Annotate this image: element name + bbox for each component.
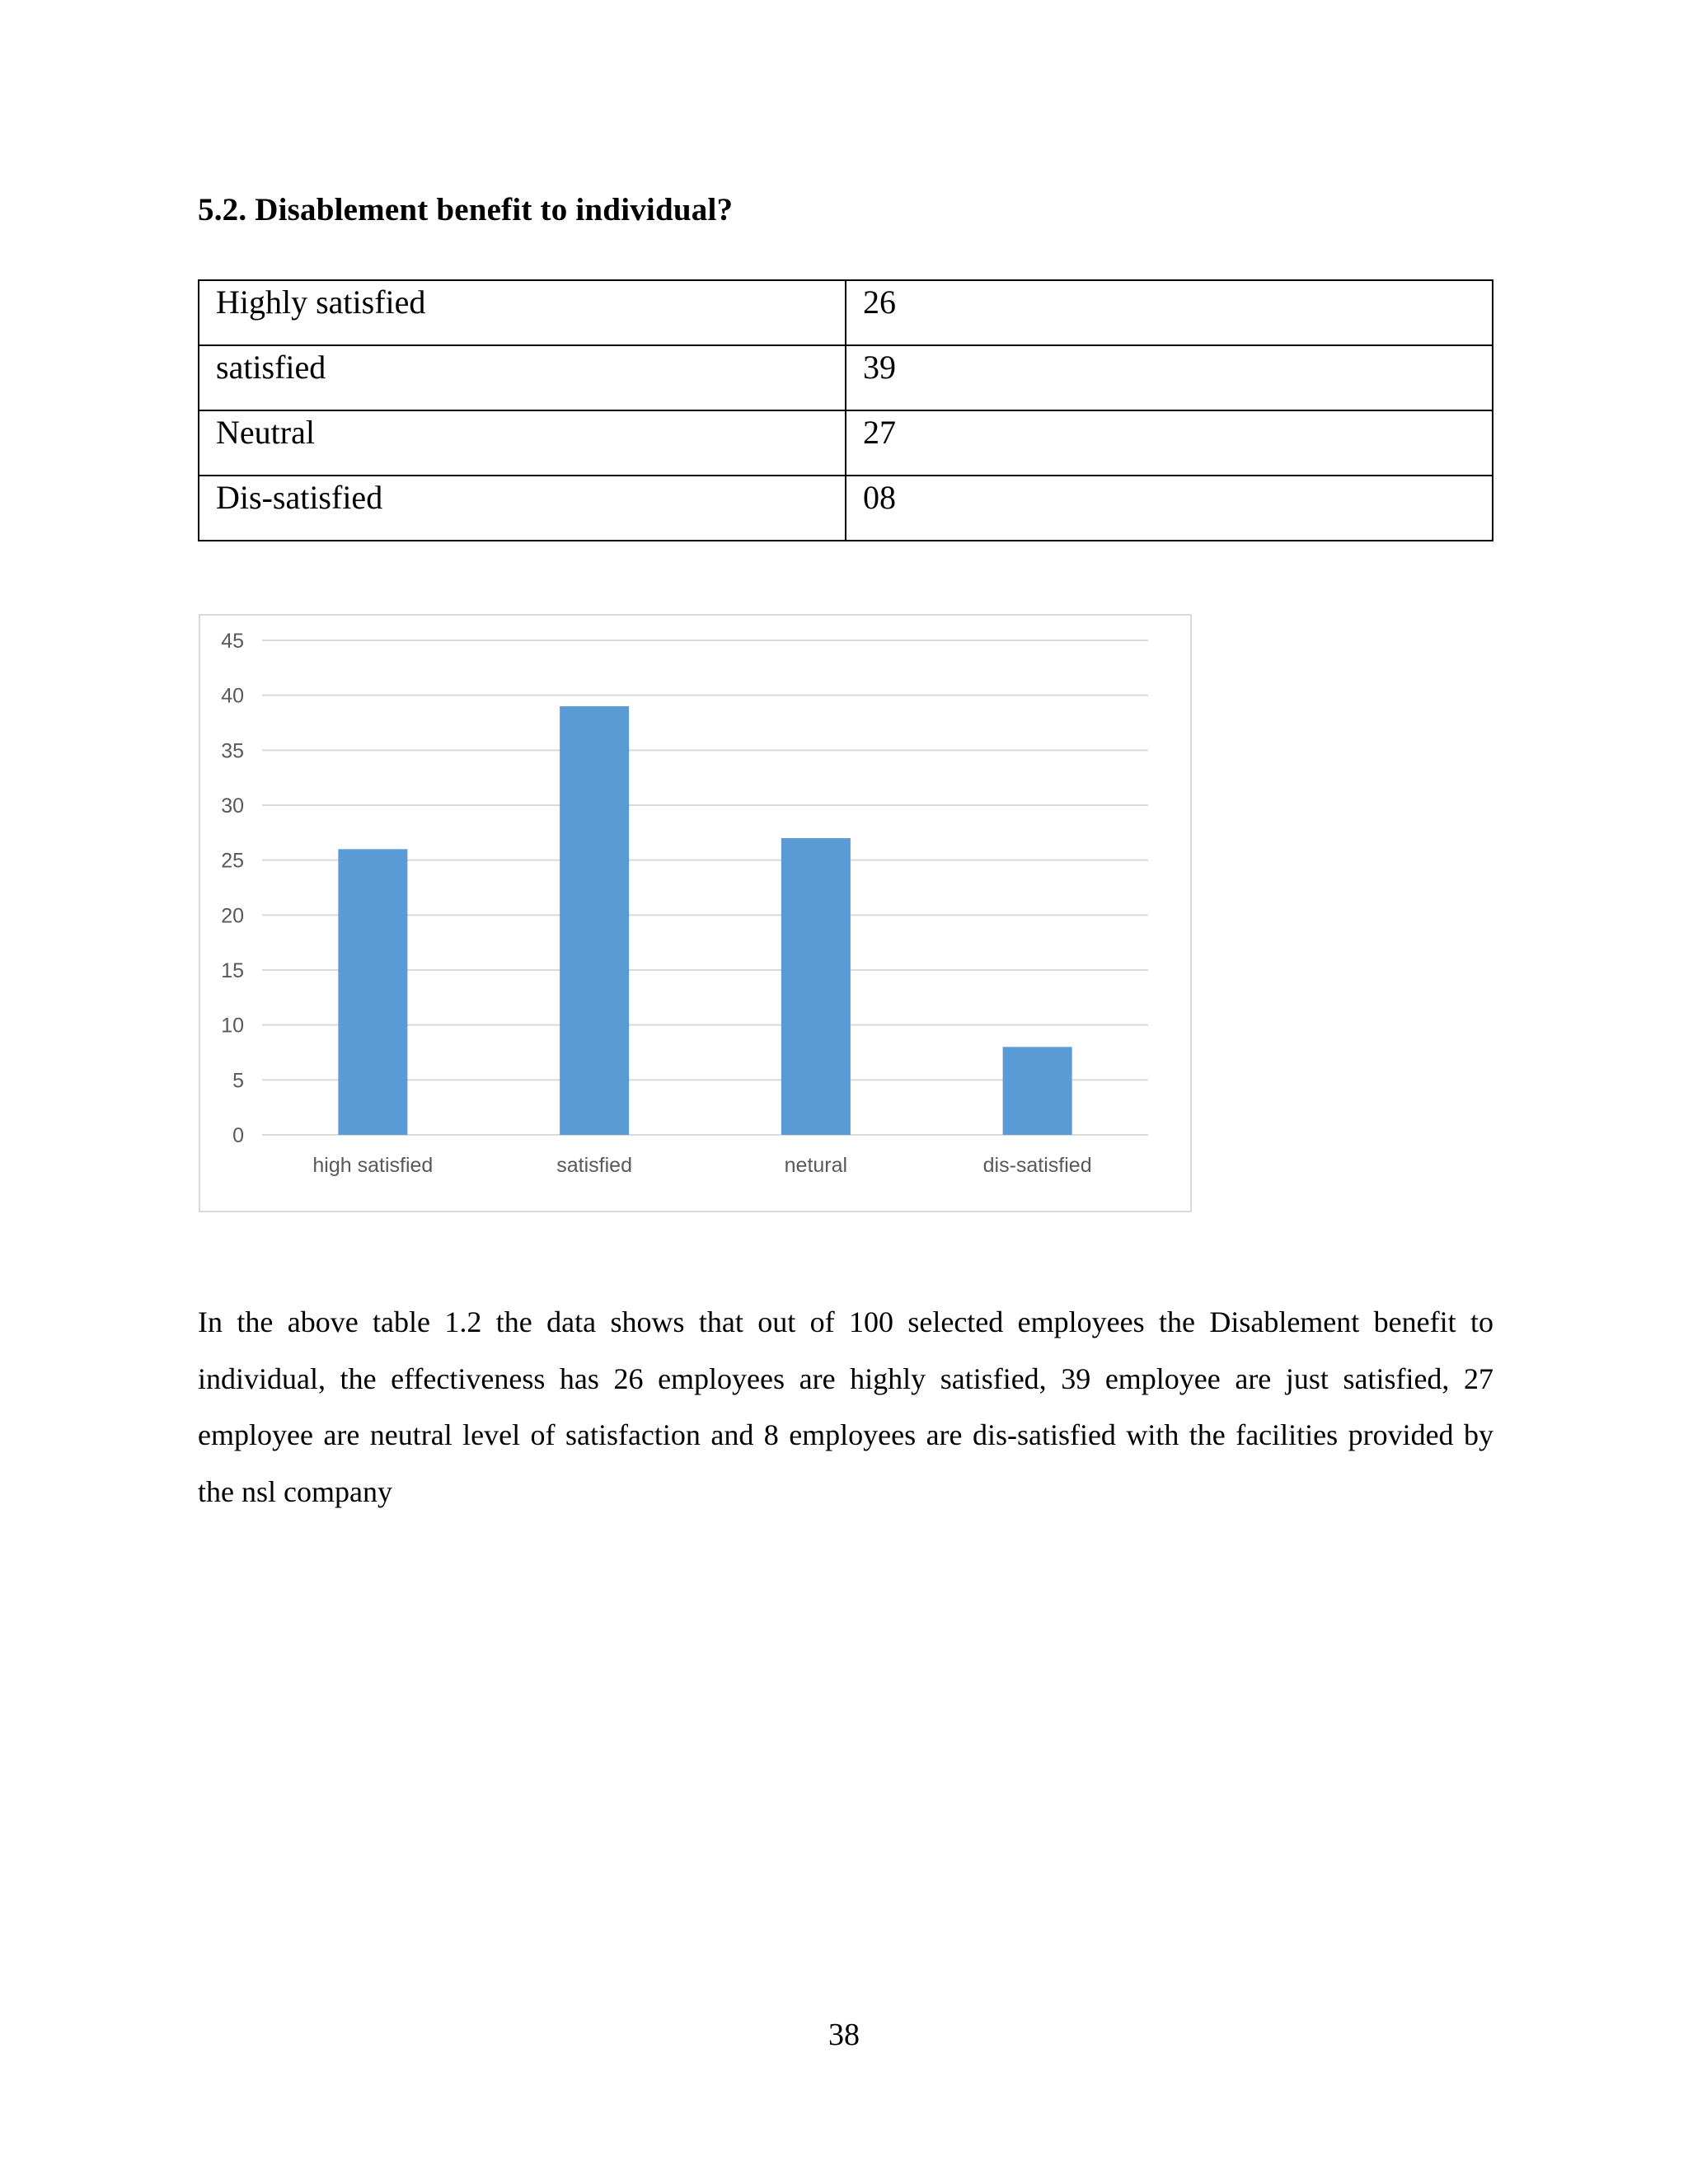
table-cell-label: Dis-satisfied (199, 476, 846, 541)
table-row (199, 280, 1493, 345)
y-tick-label: 20 (221, 904, 244, 928)
section-heading: 5.2. Disablement benefit to individual? (198, 192, 734, 227)
x-category-label: satisfied (556, 1154, 632, 1177)
bar (781, 838, 851, 1135)
table-row (199, 476, 1493, 541)
table-cell-value: 08 (846, 476, 1493, 541)
y-tick-label: 35 (221, 739, 244, 763)
bar (338, 849, 407, 1135)
satisfaction-table (198, 279, 1493, 541)
y-tick-label: 15 (221, 959, 244, 982)
y-tick-label: 10 (221, 1014, 244, 1038)
x-category-label: high satisfied (312, 1154, 434, 1177)
body-paragraph: In the above table 1.2 the data shows that out of 100 selected employees the Disablement benefit to individual, the effectiveness has 26 employees are highly satisfied, 39 employee are just satisfied, 27 employee are neutral level of satisfaction and 8 employees are dis-satisfied with the facilities provided by the nsl company (198, 1305, 1493, 1508)
table-cell-value: 27 (846, 410, 1493, 476)
x-category-label: dis-satisfied (982, 1154, 1092, 1177)
table-cell-value: 39 (846, 345, 1493, 410)
table-cell-label: satisfied (199, 345, 846, 410)
y-tick-label: 5 (232, 1069, 244, 1093)
page-number: 38 (828, 2018, 860, 2052)
x-category-label: netural (784, 1154, 848, 1177)
y-tick-label: 0 (232, 1124, 244, 1147)
bar-chart (200, 616, 1190, 1211)
table-row (199, 410, 1493, 476)
y-tick-label: 45 (221, 630, 244, 653)
y-tick-label: 40 (221, 684, 244, 708)
y-tick-label: 30 (221, 794, 244, 818)
table-cell-label: Highly satisfied (199, 280, 846, 345)
table-cell-label: Neutral (199, 410, 846, 476)
bar (560, 706, 629, 1135)
bar (1003, 1047, 1072, 1135)
y-tick-label: 25 (221, 849, 244, 873)
table-row (199, 345, 1493, 410)
table-cell-value: 26 (846, 280, 1493, 345)
bar-chart-frame (199, 614, 1192, 1212)
